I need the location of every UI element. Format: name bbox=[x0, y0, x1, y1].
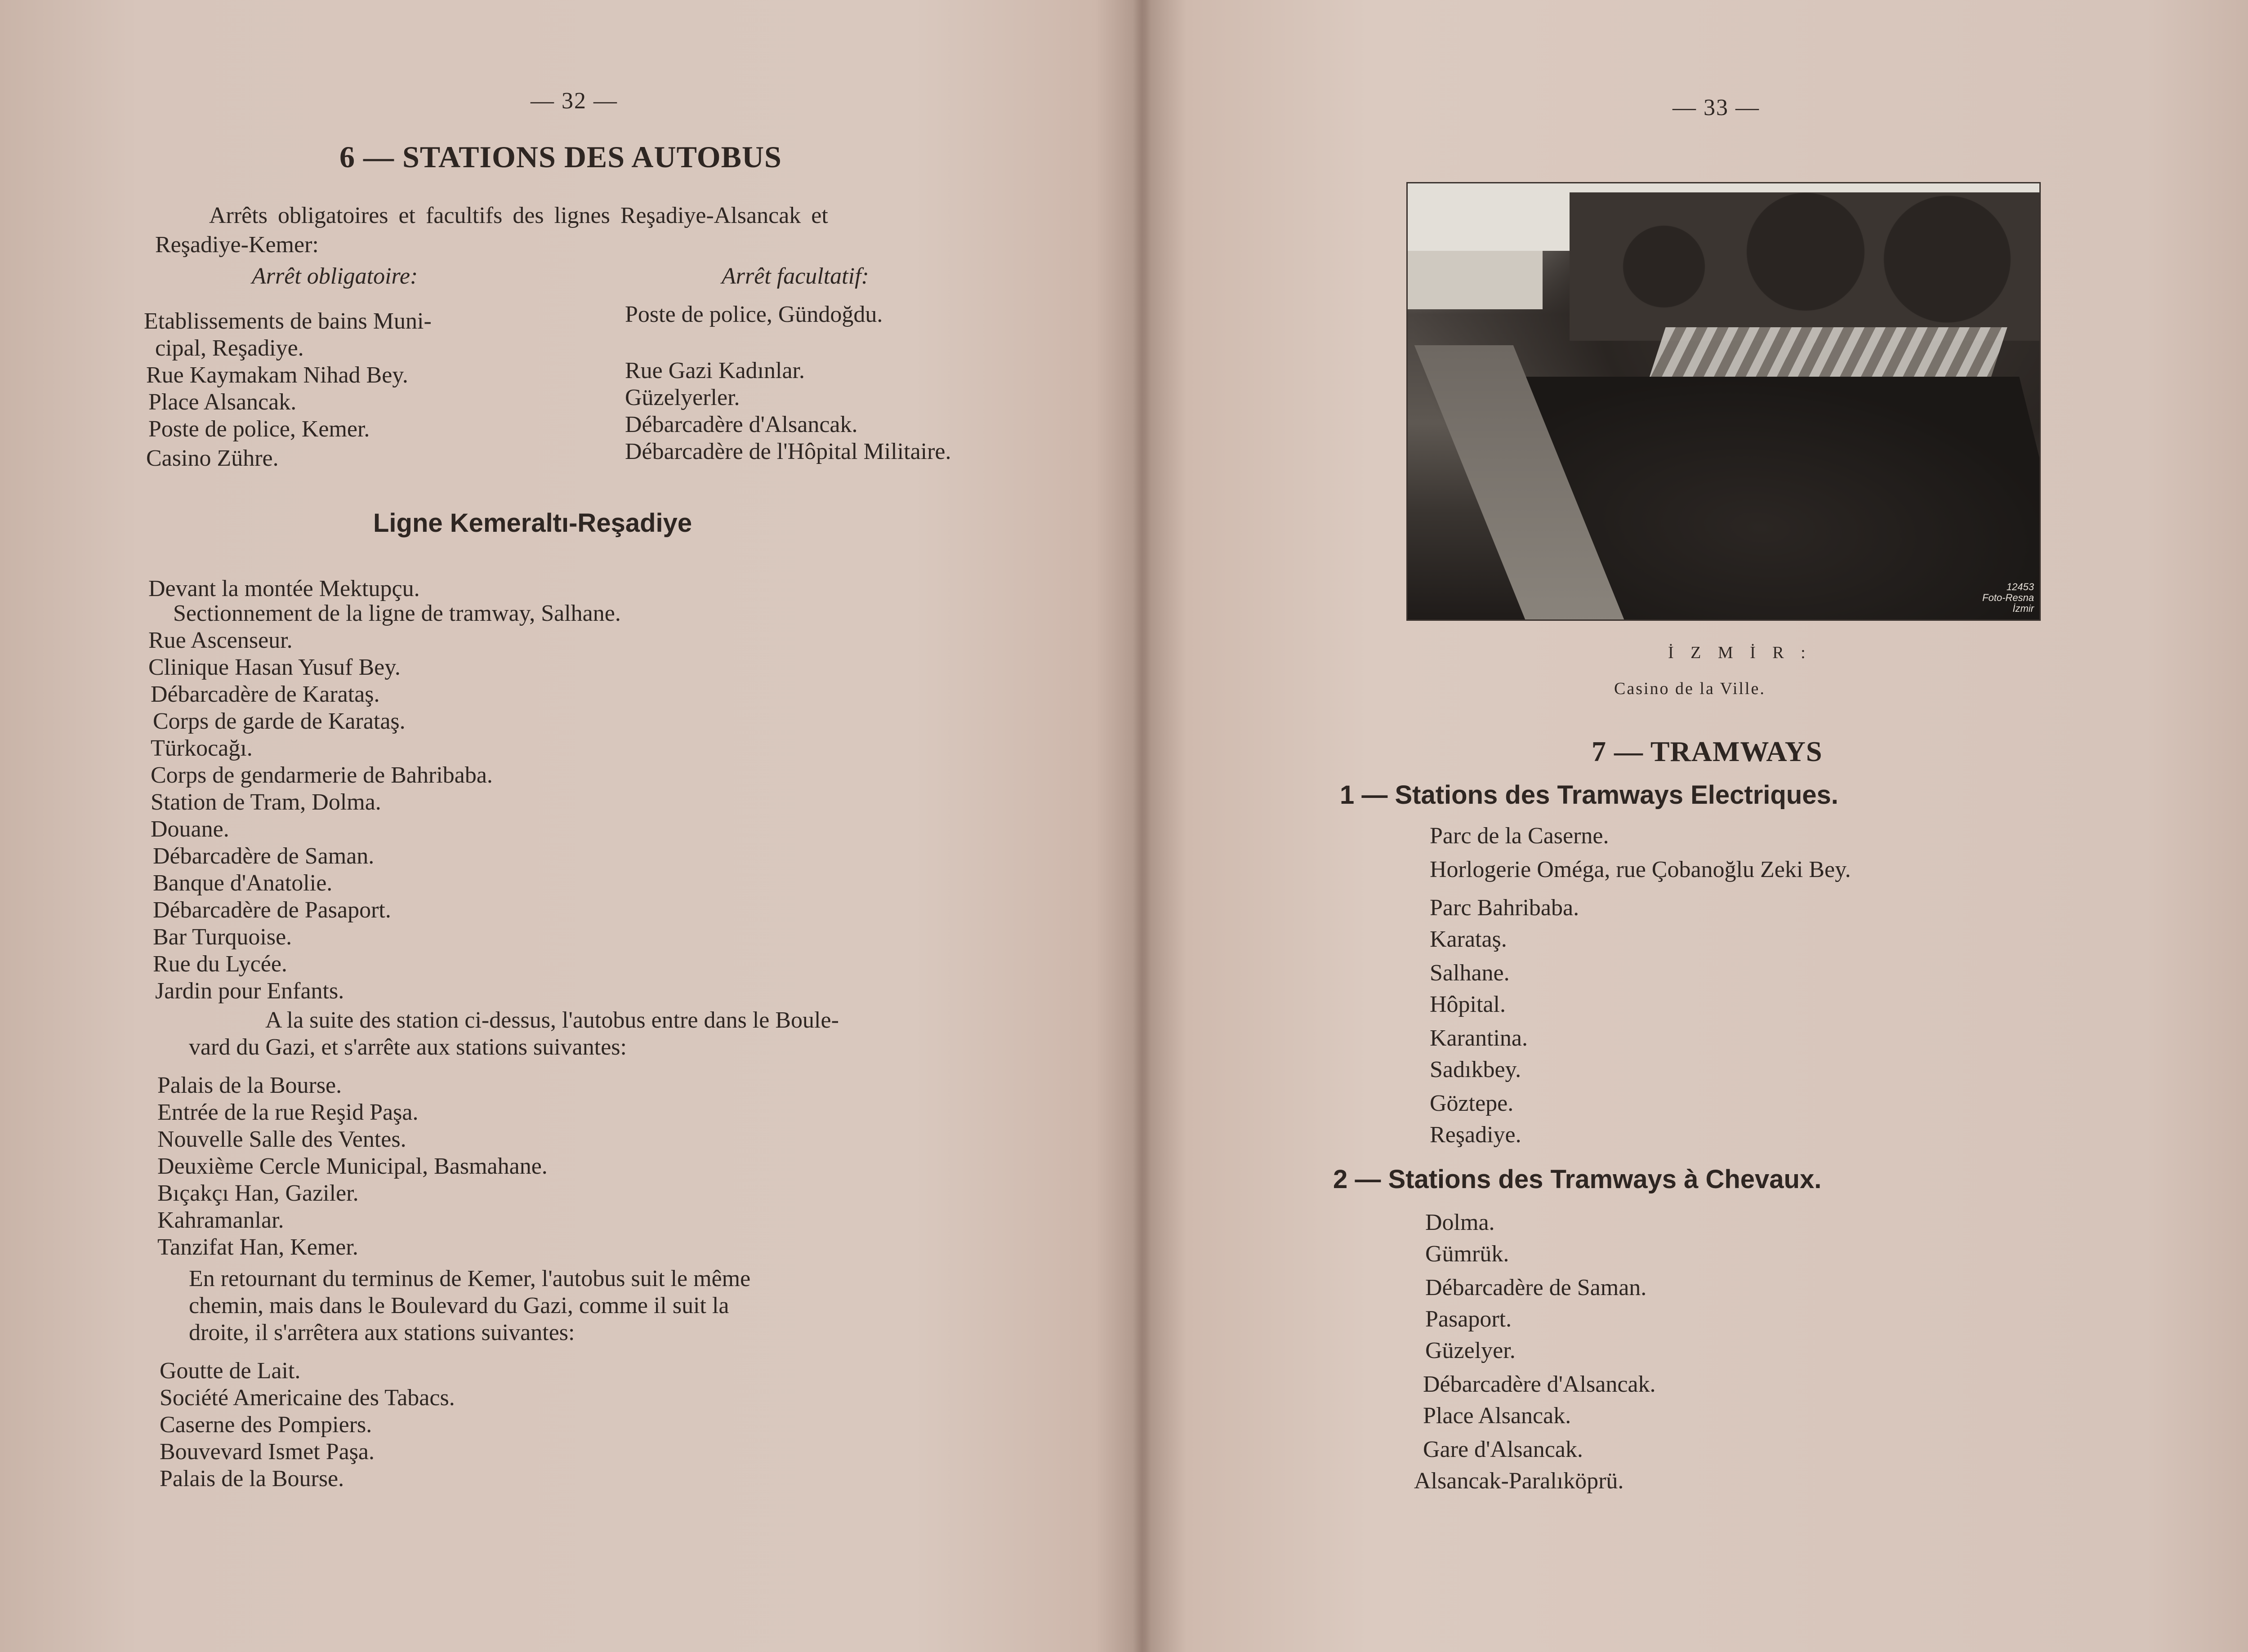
optional-stop: Poste de police, Gündoğdu. bbox=[625, 302, 883, 327]
photo-caption-title: İ Z M İ R : bbox=[1668, 643, 1812, 662]
electric-stop: Reşadiye. bbox=[1430, 1122, 1521, 1148]
line-stop: Devant la montée Mektupçu. bbox=[148, 576, 420, 601]
paragraph-line: vard du Gazi, et s'arrête aux stations suivantes: bbox=[189, 1034, 627, 1060]
electric-stop: Parc de la Caserne. bbox=[1430, 823, 1609, 849]
photo-credit-studio: Foto-Resna bbox=[1982, 592, 2034, 603]
subsection-title: 2 — Stations des Tramways à Chevaux. bbox=[1333, 1165, 1822, 1194]
electric-stop: Sadıkbey. bbox=[1430, 1057, 1521, 1082]
horse-stop: Gümrük. bbox=[1425, 1241, 1509, 1267]
electric-stop: Parc Bahribaba. bbox=[1430, 895, 1579, 921]
boulevard-stop: Kahramanlar. bbox=[157, 1207, 284, 1233]
obligatory-stop: Casino Zühre. bbox=[146, 445, 279, 471]
line-stop: Bar Turquoise. bbox=[153, 924, 292, 950]
line-stop: Débarcadère de Saman. bbox=[153, 843, 375, 869]
horse-stop: Gare d'Alsancak. bbox=[1423, 1437, 1583, 1462]
photo-credit bbox=[1982, 582, 2034, 614]
photo-trees bbox=[1570, 192, 2041, 341]
electric-stop: Horlogerie Oméga, rue Çobanoğlu Zeki Bey. bbox=[1430, 857, 1851, 882]
line-stop: Douane. bbox=[151, 816, 229, 842]
casino-photo bbox=[1406, 182, 2041, 621]
boulevard-stop: Tanzifat Han, Kemer. bbox=[157, 1234, 358, 1260]
electric-stop: Salhane. bbox=[1430, 960, 1510, 986]
line-stop: Rue du Lycée. bbox=[153, 951, 287, 977]
return-stop: Goutte de Lait. bbox=[160, 1358, 301, 1384]
paragraph-line: chemin, mais dans le Boulevard du Gazi, comme il suit la bbox=[189, 1293, 729, 1318]
page-number: — 32 — bbox=[531, 88, 618, 114]
photo-building bbox=[1408, 251, 1543, 309]
subsection-title: 1 — Stations des Tramways Electriques. bbox=[1340, 780, 1838, 810]
obligatory-stop: Etablissements de bains Muni- bbox=[144, 308, 432, 334]
line-stop: Jardin pour Enfants. bbox=[155, 978, 344, 1004]
photo-credit-city: İzmir bbox=[2012, 603, 2034, 614]
return-stop: Bouvevard Ismet Paşa. bbox=[160, 1439, 375, 1465]
return-stop: Caserne des Pompiers. bbox=[160, 1412, 372, 1438]
line-title: Ligne Kemeraltı-Reşadiye bbox=[373, 508, 692, 538]
line-stop: Débarcadère de Karataş. bbox=[151, 681, 380, 707]
line-stop: Banque d'Anatolie. bbox=[153, 870, 333, 896]
horse-stop: Alsancak-Paralıköprü. bbox=[1414, 1468, 1624, 1494]
line-stop: Station de Tram, Dolma. bbox=[151, 789, 381, 815]
return-stop: Société Americaine des Tabacs. bbox=[160, 1385, 455, 1411]
electric-stop: Hôpital. bbox=[1430, 992, 1506, 1017]
obligatory-stop: cipal, Reşadiye. bbox=[155, 335, 304, 361]
line-stop: Débarcadère de Pasaport. bbox=[153, 897, 391, 923]
boulevard-stop: Deuxième Cercle Municipal, Basmahane. bbox=[157, 1153, 548, 1179]
electric-stop: Göztepe. bbox=[1430, 1091, 1514, 1116]
section-heading: 6 — STATIONS DES AUTOBUS bbox=[339, 140, 782, 174]
line-stop: Türkocağı. bbox=[151, 735, 253, 761]
paragraph-line: En retournant du terminus de Kemer, l'autobus suit le même bbox=[189, 1266, 751, 1291]
photo-credit-number: 12453 bbox=[2006, 581, 2034, 592]
electric-stop: Karataş. bbox=[1430, 926, 1507, 952]
horse-stop: Dolma. bbox=[1425, 1210, 1495, 1235]
intro-line: Reşadiye-Kemer: bbox=[155, 232, 319, 258]
obligatory-stop: Rue Kaymakam Nihad Bey. bbox=[146, 362, 408, 388]
page-number: — 33 — bbox=[1673, 95, 1760, 120]
obligatory-stop: Poste de police, Kemer. bbox=[148, 416, 370, 442]
paragraph-line: droite, il s'arrêtera aux stations suivantes: bbox=[189, 1320, 575, 1345]
electric-stop: Karantina. bbox=[1430, 1025, 1528, 1051]
boulevard-stop: Palais de la Bourse. bbox=[157, 1073, 342, 1098]
horse-stop: Débarcadère de Saman. bbox=[1425, 1275, 1647, 1300]
paragraph-line: A la suite des station ci-dessus, l'autobus entre dans le Boule- bbox=[265, 1007, 839, 1033]
optional-stop: Débarcadère d'Alsancak. bbox=[625, 412, 858, 437]
horse-stop: Débarcadère d'Alsancak. bbox=[1423, 1371, 1656, 1397]
boulevard-stop: Entrée de la rue Reşid Paşa. bbox=[157, 1100, 419, 1125]
line-stop: Rue Ascenseur. bbox=[148, 628, 293, 653]
line-stop: Corps de garde de Karataş. bbox=[153, 708, 406, 734]
line-stop: Corps de gendarmerie de Bahribaba. bbox=[151, 762, 493, 788]
section-heading: 7 — TRAMWAYS bbox=[1592, 735, 1823, 767]
photo-caption-subtitle: Casino de la Ville. bbox=[1614, 679, 1766, 698]
return-stop: Palais de la Bourse. bbox=[160, 1466, 344, 1492]
line-stop: Clinique Hasan Yusuf Bey. bbox=[148, 655, 401, 680]
boulevard-stop: Bıçakçı Han, Gaziler. bbox=[157, 1180, 359, 1206]
horse-stop: Güzelyer. bbox=[1425, 1338, 1516, 1363]
horse-stop: Place Alsancak. bbox=[1423, 1403, 1571, 1429]
line-stop: Sectionnement de la ligne de tramway, Salhane. bbox=[173, 601, 621, 626]
optional-stop: Rue Gazi Kadınlar. bbox=[625, 358, 805, 383]
boulevard-stop: Nouvelle Salle des Ventes. bbox=[157, 1127, 406, 1152]
intro-line: Arrêts obligatoires et facultifs des lignes Reşadiye-Alsancak et bbox=[209, 203, 828, 228]
optional-stop: Débarcadère de l'Hôpital Militaire. bbox=[625, 439, 951, 464]
horse-stop: Pasaport. bbox=[1425, 1306, 1512, 1332]
column-title-obligatory: Arrêt obligatoire: bbox=[252, 263, 418, 289]
column-title-optional: Arrêt facultatif: bbox=[722, 263, 869, 289]
obligatory-stop: Place Alsancak. bbox=[148, 389, 297, 415]
optional-stop: Güzelyerler. bbox=[625, 385, 740, 410]
